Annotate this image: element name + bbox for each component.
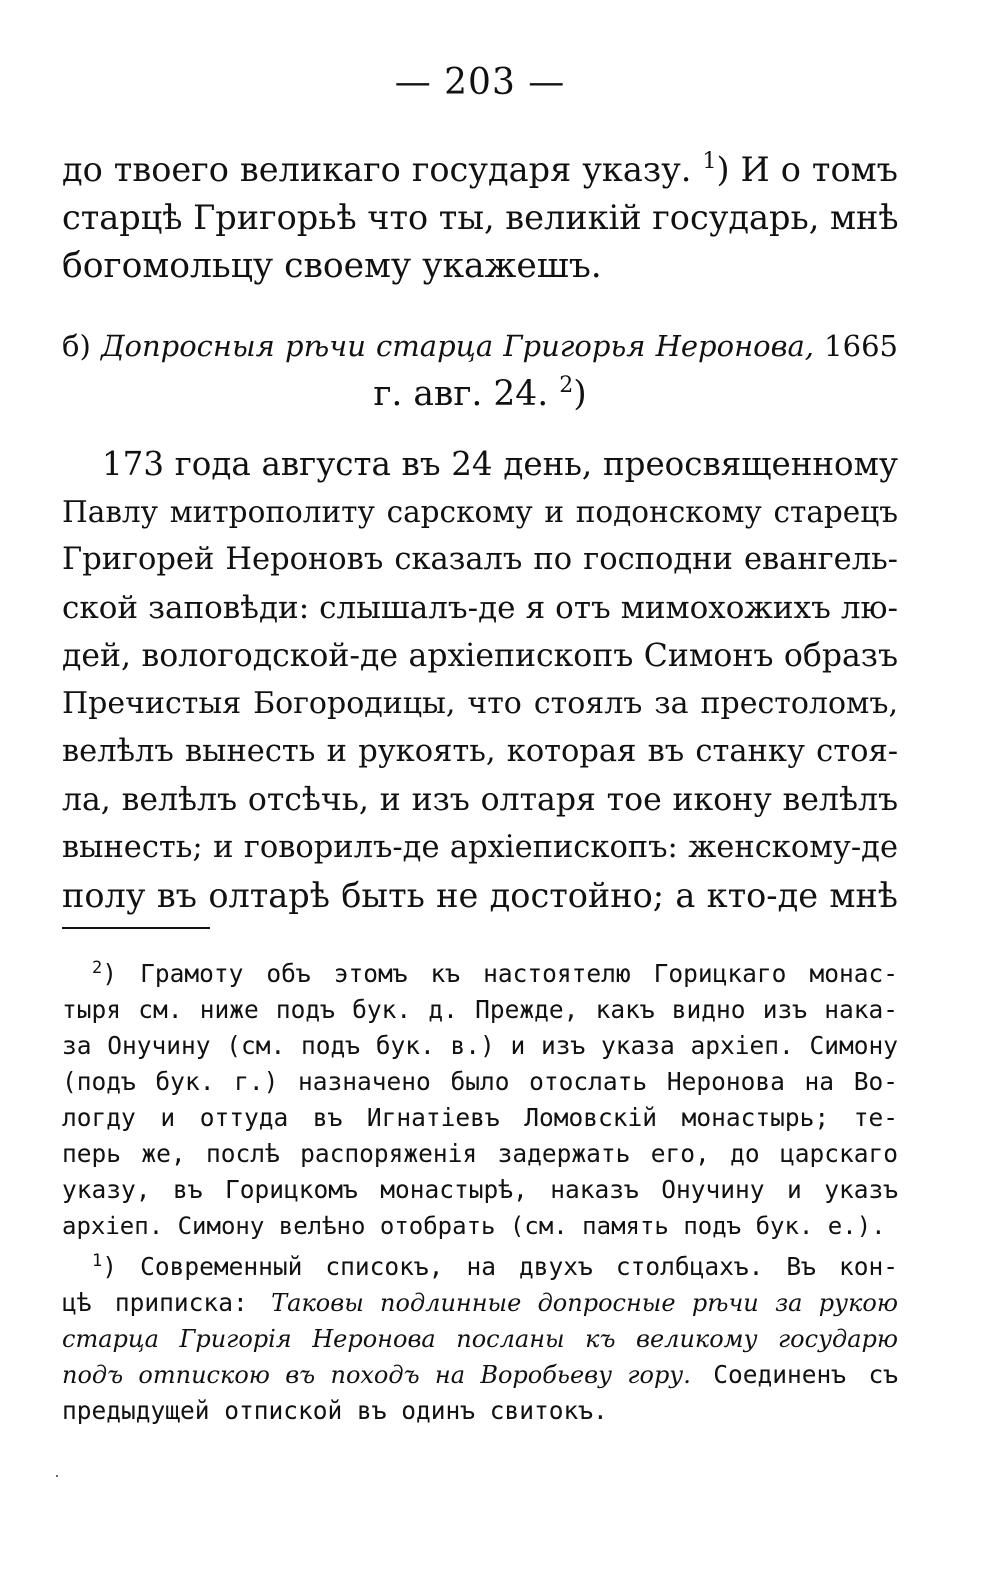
footnote-reference: 1 [702, 149, 717, 174]
text-span: ) Грамоту объ этомъ къ настоятелю Горицкаго монас- [102, 959, 898, 988]
footnote-line [62, 1321, 898, 1357]
body-line: Григорей Нероновъ сказалъ по господни евангель- [62, 542, 898, 577]
text-span: Соединенъ съ [690, 1360, 898, 1389]
footnote-line: указу, въ Горицкомъ монастырѣ, наказъ Онучину и указъ [62, 1175, 898, 1204]
body-line: богомольцу своему укажешъ. [62, 246, 602, 286]
body-line: ла, велѣлъ отсѣчь, и изъ олтаря тое икону велѣлъ [62, 782, 898, 818]
body-line: вынесть; и говорилъ-де архіепископъ: женскому-де [62, 830, 898, 865]
body-line: дей, вологодской-де архіепископъ Симонъ образъ [62, 638, 898, 674]
footnote-line: предыдущей отпиской въ одинъ свитокъ. [62, 1396, 608, 1425]
body-line [62, 146, 898, 194]
italic-quote: подъ отпискою въ походъ на Воробьеву гору. [62, 1361, 691, 1389]
footnote-marker: 1 [92, 1251, 103, 1271]
text-span: до твоего великаго государя указу. [62, 150, 703, 189]
footnote-line [92, 956, 898, 992]
footnote-line [92, 1249, 898, 1285]
footnote-line: тыря см. ниже подъ бук. д. Прежде, какъ видно изъ нака- [62, 995, 898, 1024]
body-line: полу въ олтарѣ быть не достойно; а кто-де мнѣ [62, 876, 898, 915]
text-span: ) [573, 374, 587, 414]
italic-quote: старца Григорія Неронова посланы къ великому государю [62, 1325, 898, 1353]
body-line: велѣлъ вынесть и рукоять, которая въ станку стоя- [62, 734, 898, 769]
footnote-line: логду и оттуда въ Игнатіевъ Ломовскій монастырь; те- [62, 1103, 898, 1132]
footnote-separator [62, 927, 210, 929]
heading-year: 1665 [814, 329, 898, 363]
body-line: 173 года августа въ 24 день, преосвященному [102, 445, 898, 483]
footnote-line [62, 1285, 898, 1321]
text-span: ) Современный списокъ, на двухъ столбцахъ. Въ кон- [102, 1252, 898, 1281]
body-line: Пречистыя Богородицы, что стоялъ за престоломъ, [62, 686, 898, 721]
body-line: старцѣ Григорьѣ что ты, великій государь, мнѣ [62, 198, 899, 237]
footnote-line: архіеп. Симону велѣно отобрать (см. память подъ бук. е.). [62, 1212, 886, 1240]
footnote-marker: 2 [92, 958, 103, 978]
text-span: цѣ приписка: [62, 1288, 272, 1317]
heading-prefix: б) [62, 329, 101, 363]
text-span: ) И о томъ [716, 150, 898, 189]
footnote-line [62, 1357, 898, 1393]
footnote-line: перь же, послѣ распоряженія задержать его, до царскаго [62, 1139, 898, 1168]
footnote-line: (подъ бук. г.) назначено было отослать Неронова на Во- [62, 1067, 898, 1096]
section-heading [62, 322, 898, 370]
body-line: ской заповѣди: слышалъ-де я отъ мимохожихъ лю- [62, 590, 898, 626]
italic-quote: Таковы подлинные допросные рѣчи за рукою [271, 1289, 898, 1317]
body-line: Павлу митрополиту сарскому и подонскому старецъ [62, 495, 898, 529]
heading-date: г. авг. 24. [373, 374, 560, 414]
page-number: — 203 — [394, 62, 566, 103]
footnote-reference: 2 [559, 373, 574, 398]
footnote-line: за Онучину (см. подъ бук. в.) и изъ указа архіеп. Симону [62, 1031, 898, 1060]
heading-title: Допросныя рѣчи старца Григорья Неронова, [100, 329, 815, 363]
scan-speck [56, 1475, 58, 1477]
section-heading-date [62, 370, 898, 418]
